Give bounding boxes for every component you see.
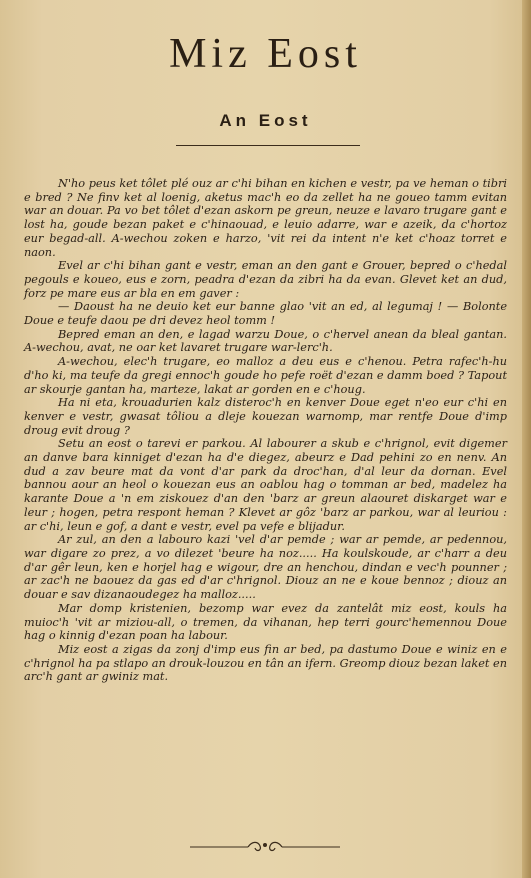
page-edge [522,0,531,878]
paragraph: Evel ar c'hi bihan gant e vestr, eman an den gant e Grouer, bepred o c'hedal pegouls e koueo, eus e zorn, peadra d'ezan da zibri ha da evan. Glevet ket an dud, forz pe mare eus ar bla en em gaver : [24,259,507,300]
end-ornament-icon [190,838,340,856]
paragraph: Bepred eman an den, e lagad warzu Doue, o c'hervel anean da bleal gantan. A-wechou, avat, ne oar ket lavaret trugare war-lerc'h. [24,327,507,355]
article-body [24,177,507,684]
paragraph: Mar domp kristenien, bezomp war evez da zantelât miz eost, kouls ha muioc'h 'vit ar miziou-all, o tremen, da vihanan, hep terri gourc'hemennou Doue hag o kinnig d'ezan poan ha labour. [24,601,507,643]
paragraph: — Daoust ha ne deuio ket eur banne glao 'vit an ed, al legumaj ! — Bolonte Doue e teufe daou pe dri devez heol tomm ! [24,300,507,328]
paragraph: Miz eost a zigas da zonj d'imp eus fin ar bed, pa dastumo Doue e winiz en e c'hrignol ha pa stlapo an drouk-louzou en tân an ifern. Greomp diouz bezan laket en arc'h gant ar gwiniz mat. [24,642,507,684]
page-title: Miz Eost [169,31,362,77]
paragraph: N'ho peus ket tôlet plé ouz ar c'hi bihan en kichen e vestr, pa ve heman o tibri e bred ? Ne finv ket al loenig, aketus mac'h eo da zellet ha ne goueo tamm evitan war an douar. Pa vo bet tôlet d'ezan askorn pe greun, neuze e lavaro trugare gant e lost ha, goude bezan paket e c'hinaouad, e leuio adarre, war e azeik, da c'hortoz eur begad-all. A-wechou zoken e harzo, 'vit rei da intent n'e ket c'hoaz torret e naon. [24,177,507,259]
section-subtitle: An Eost [219,111,312,130]
paragraph: Ha ni eta, krouadurien kalz disteroc'h en kenver Doue eget n'eo eur c'hi en kenver e vestr, gwasat tôliou a dleje kouezan warnomp, mar rentfe Doue d'imp droug evit droug ? [24,396,507,437]
title-divider [176,145,360,146]
paragraph: Setu an eost o tarevi er parkou. Al labourer a skub e c'hrignol, evit digemer an danve bara kinniget d'ezan ha d'e diegez, abeurz e Dad pehini zo en nenv. An dud a zav beure mat da vont d'ar park da droc'han, d'al leur da dornan. Evel bannou aour an heol o kouezan eus an oablou hag o tomman ar bed, madelez ha karante Doue a 'n em ziskouez d'an den 'barz ar greun alaouret diskarget war e leur ; hogen, petra respont heman ? Klevet ar gôz 'barz ar parkou, war al leuriou : ar c'hi, leun e gof, a dant e vestr, evel pa vefe e blijadur. [24,437,507,533]
paragraph: Ar zul, an den a labouro kazi 'vel d'ar pemde ; war ar pemde, ar pedennou, war digare zo prez, a vo dilezet 'beure ha noz..... Ha koulskoude, ar c'harr a deu d'ar gêr leun, ken e horjel hag e wigour, dre an henchou, dindan e vec'h pounner ; ar zac'h ne baouez da gas ed d'ar c'hrignol. Diouz an ne e koue bennoz ; diouz an douar e sav dizanaoudegez ha malloz..... [24,533,507,602]
paragraph: A-wechou, elec'h trugare, eo malloz a deu eus e c'henou. Petra rafec'h-hu d'ho ki, ma teufe da gregi ennoc'h goude ho pefe roët d'ezan e damm boed ? Tapout ar skourje gantan ha, marteze, lakat ar gorden en e c'houg. [24,355,507,396]
